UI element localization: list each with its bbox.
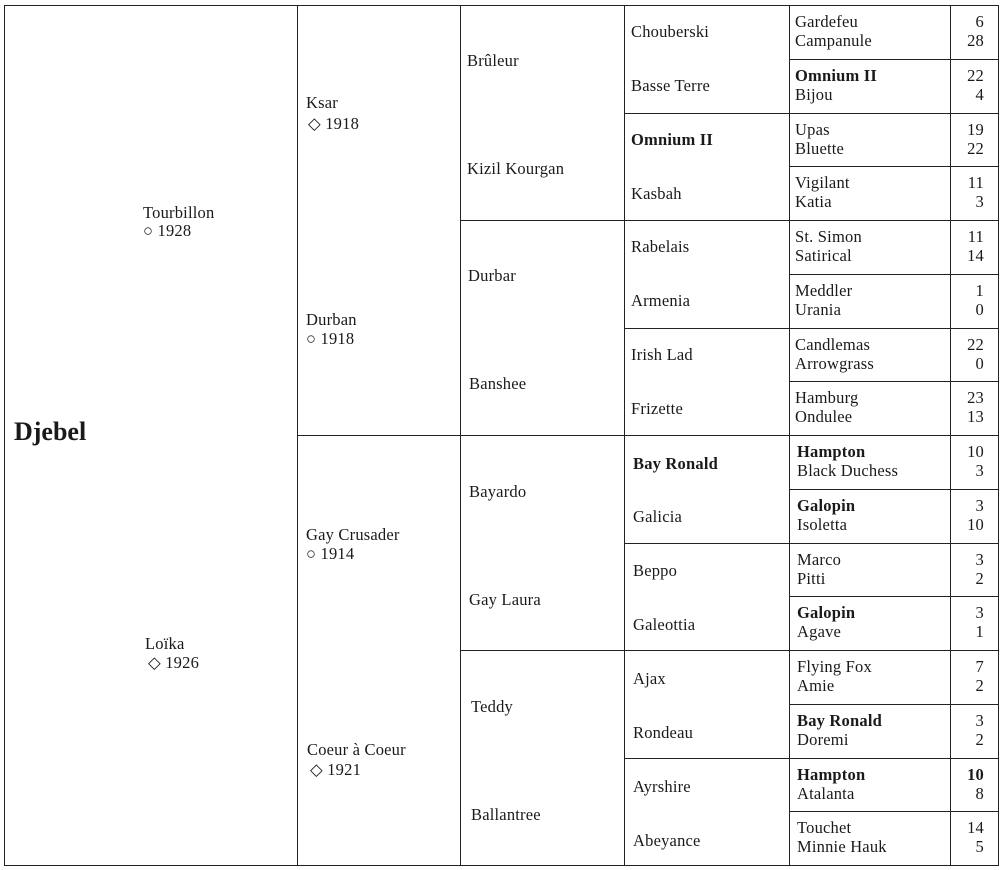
gen2-year: ○ 1914 xyxy=(306,544,355,563)
gen5-name: Bijou xyxy=(795,85,833,104)
row-line xyxy=(297,435,998,436)
gen5-count: 11 xyxy=(967,173,984,192)
gen5-count: 3 xyxy=(975,192,984,211)
gen5-name: Pitti xyxy=(797,569,826,588)
gen4-name: Rabelais xyxy=(631,237,690,256)
row-line xyxy=(789,704,998,705)
gen4-name: Omnium II xyxy=(631,130,714,149)
sire-name: Tourbillon xyxy=(143,203,215,222)
gen3-name: Kizil Kourgan xyxy=(467,159,565,178)
gen5-name: Black Duchess xyxy=(797,461,899,480)
gen5-count: 3 xyxy=(975,711,984,730)
gen5-name: Candlemas xyxy=(795,335,871,354)
gen2-name: Coeur à Coeur xyxy=(307,740,406,759)
gen5-name: Vigilant xyxy=(795,173,850,192)
gen3-name: Teddy xyxy=(471,697,514,716)
gen3-name: Durbar xyxy=(468,266,516,285)
gen5-name: Agave xyxy=(797,622,842,641)
row-line xyxy=(789,381,998,382)
gen5-count: 3 xyxy=(975,496,984,515)
gen5-name: Amie xyxy=(797,676,835,695)
gen5-name: Hamburg xyxy=(795,388,859,407)
gen4-name: Beppo xyxy=(633,561,678,580)
gen4-name: Armenia xyxy=(631,291,691,310)
border-line xyxy=(998,5,999,866)
gen4-name: Rondeau xyxy=(633,723,694,742)
gen5-name: Bay Ronald xyxy=(797,711,882,730)
border-line xyxy=(4,5,5,865)
gen5-name: Meddler xyxy=(795,281,853,300)
gen4-name: Ayrshire xyxy=(633,777,691,796)
gen5-count: 10 xyxy=(967,442,984,461)
gen5-name: Atalanta xyxy=(797,784,855,803)
gen5-name: Marco xyxy=(797,550,842,569)
sire-year: ○ 1928 xyxy=(143,221,192,240)
gen4-name: Galicia xyxy=(633,507,683,526)
gen5-count: 1 xyxy=(975,281,984,300)
gen5-count: 28 xyxy=(967,31,984,50)
gen5-name: Isoletta xyxy=(797,515,848,534)
gen5-name: Doremi xyxy=(797,730,849,749)
gen5-count: 14 xyxy=(967,818,984,837)
gen5-name: Touchet xyxy=(797,818,852,837)
gen5-count: 3 xyxy=(975,603,984,622)
gen5-name: St. Simon xyxy=(795,227,862,246)
gen5-name: Galopin xyxy=(797,496,856,515)
row-line xyxy=(460,650,998,651)
gen2-name: Gay Crusader xyxy=(306,525,400,544)
gen5-name: Urania xyxy=(795,300,842,319)
row-line xyxy=(624,543,998,544)
gen2-year: ○ 1918 xyxy=(306,329,355,348)
gen5-name: Arrowgrass xyxy=(795,354,874,373)
gen5-count: 8 xyxy=(975,784,984,803)
gen5-name: Hampton xyxy=(797,442,866,461)
gen5-name: Campanule xyxy=(795,31,872,50)
gen2-name: Ksar xyxy=(306,93,338,112)
gen4-name: Bay Ronald xyxy=(633,454,718,473)
gen5-count: 4 xyxy=(975,85,984,104)
gen5-name: Galopin xyxy=(797,603,856,622)
row-line xyxy=(624,328,998,329)
gen5-count: 6 xyxy=(975,12,984,31)
gen3-name: Gay Laura xyxy=(469,590,541,609)
gen5-name: Hampton xyxy=(797,765,866,784)
gen5-count: 2 xyxy=(975,569,984,588)
gen4-name: Ajax xyxy=(633,669,666,688)
gen5-count: 3 xyxy=(975,461,984,480)
gen5-count: 0 xyxy=(975,354,984,373)
gen4-name: Galeottia xyxy=(633,615,696,634)
gen4-name: Irish Lad xyxy=(631,345,693,364)
gen5-count: 22 xyxy=(967,66,984,85)
gen5-count: 10 xyxy=(967,515,984,534)
gen5-name: Satirical xyxy=(795,246,852,265)
gen5-name: Omnium II xyxy=(795,66,878,85)
gen5-count: 14 xyxy=(967,246,984,265)
row-line xyxy=(789,166,998,167)
gen2-year: ◇ 1918 xyxy=(308,114,360,133)
gen5-count: 7 xyxy=(975,657,984,676)
gen3-name: Brûleur xyxy=(467,51,519,70)
dam-name: Loïka xyxy=(145,634,185,653)
gen5-count: 5 xyxy=(975,837,984,856)
gen5-name: Upas xyxy=(795,120,830,139)
gen5-name: Katia xyxy=(795,192,832,211)
gen5-name: Ondulee xyxy=(795,407,853,426)
gen4-name: Chouberski xyxy=(631,22,710,41)
gen5-name: Gardefeu xyxy=(795,12,858,31)
border-line xyxy=(4,5,998,6)
gen5-count: 13 xyxy=(967,407,984,426)
row-line xyxy=(789,274,998,275)
gen2-year: ◇ 1921 xyxy=(310,760,362,779)
gen2-name: Durban xyxy=(306,310,357,329)
row-line xyxy=(789,59,998,60)
gen5-count: 22 xyxy=(967,335,984,354)
gen4-name: Frizette xyxy=(631,399,683,418)
gen3-name: Ballantree xyxy=(471,805,541,824)
gen5-name: Minnie Hauk xyxy=(797,837,887,856)
gen5-count: 11 xyxy=(967,227,984,246)
row-line xyxy=(789,596,998,597)
gen5-name: Bluette xyxy=(795,139,845,158)
gen3-name: Banshee xyxy=(469,374,527,393)
border-line xyxy=(4,865,998,866)
row-line xyxy=(789,489,998,490)
gen5-count: 1 xyxy=(975,622,984,641)
gen3-name: Bayardo xyxy=(469,482,527,501)
dam-year: ◇ 1926 xyxy=(148,653,200,672)
gen5-count: 2 xyxy=(975,730,984,749)
row-line xyxy=(460,220,998,221)
gen5-count: 2 xyxy=(975,676,984,695)
gen4-name: Basse Terre xyxy=(631,76,711,95)
horse-name-root: Djebel xyxy=(14,417,87,446)
gen5-count: 0 xyxy=(975,300,984,319)
gen5-count: 3 xyxy=(975,550,984,569)
row-line xyxy=(624,113,998,114)
gen5-count: 10 xyxy=(967,765,984,784)
gen5-count: 19 xyxy=(967,120,984,139)
gen5-count: 22 xyxy=(967,139,984,158)
row-line xyxy=(789,811,998,812)
gen4-name: Abeyance xyxy=(633,831,701,850)
gen5-count: 23 xyxy=(967,388,984,407)
gen4-name: Kasbah xyxy=(631,184,682,203)
row-line xyxy=(624,758,998,759)
gen5-name: Flying Fox xyxy=(797,657,872,676)
